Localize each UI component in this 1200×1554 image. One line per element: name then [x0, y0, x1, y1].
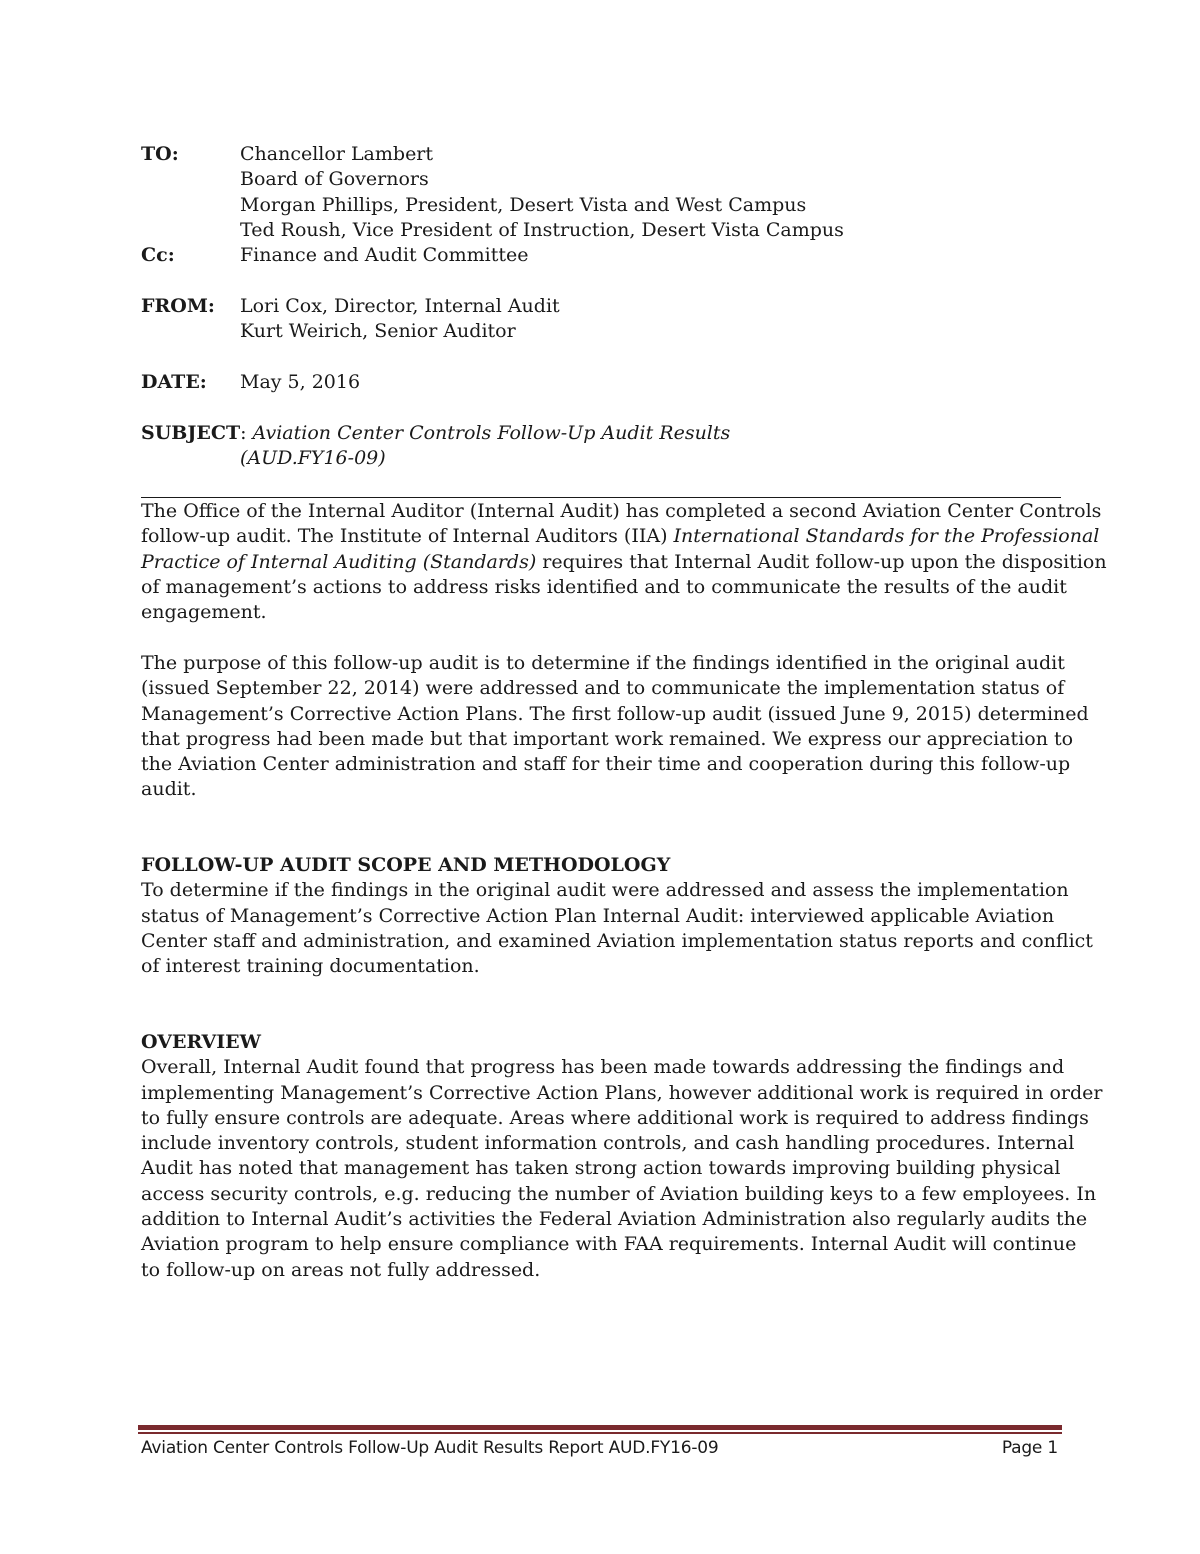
paragraph-line: The purpose of this follow-up audit is to determine if the findings identified in the original audit [141, 652, 1065, 674]
text-run: requires that Internal Audit follow-up upon the disposition [536, 550, 1107, 573]
from-label: FROM: [141, 295, 215, 317]
paragraph-line: of management’s actions to address risks identified and to communicate the results of the audit [141, 575, 1067, 598]
paragraph-line: of interest training documentation. [141, 955, 480, 978]
paragraph-line: Audit has noted that management has taken strong action towards improving building physical [141, 1157, 1061, 1180]
paragraph-line: To determine if the findings in the original audit were addressed and assess the implementation [141, 879, 1069, 902]
paragraph-line [141, 524, 1100, 549]
paragraph-line: audit. [141, 778, 197, 801]
paragraph-line: Center staff and administration, and examined Aviation implementation status reports and conflict [141, 929, 1093, 952]
date-value: May 5, 2016 [240, 371, 361, 393]
paragraph-line: status of Management’s Corrective Action Plan Internal Audit: interviewed applicable Aviation [141, 904, 1055, 927]
recipient-line: Board of Governors [240, 168, 429, 191]
paragraph-line: Management’s Corrective Action Plans. The first follow-up audit (issued June 9, 2015) determined [141, 702, 1089, 725]
footer-divider [138, 1425, 1062, 1430]
subject-code: (AUD.FY16-09) [240, 447, 386, 470]
paragraph-line: engagement. [141, 601, 267, 624]
from-senders [240, 294, 560, 345]
sender-line: Lori Cox, Director, Internal Audit [240, 295, 560, 317]
footer-divider-thin [138, 1432, 1062, 1434]
paragraph-line [141, 550, 1107, 575]
paragraph-line: to fully ensure controls are adequate. Areas where additional work is required to address findings [141, 1106, 1089, 1129]
sender-line: Kurt Weirich, Senior Auditor [240, 320, 516, 343]
paragraph-line: addition to Internal Audit’s activities the Federal Aviation Administration also regularly audits the [141, 1208, 1088, 1231]
section-heading: FOLLOW-UP AUDIT SCOPE AND METHODOLOGY [141, 854, 671, 876]
memo-subject [141, 421, 841, 472]
subject-label: SUBJECT [141, 422, 241, 444]
paragraph-line: access security controls, e.g. reducing the number of Aviation building keys to a few employees. In [141, 1182, 1097, 1205]
recipient-line: Morgan Phillips, President, Desert Vista and West Campus [240, 193, 807, 216]
date-label: DATE: [141, 371, 207, 393]
footer-title: Aviation Center Controls Follow-Up Audit Results Report AUD.FY16-09 [141, 1438, 719, 1458]
paragraph-line: The Office of the Internal Auditor (Internal Audit) has completed a second Aviation Center Controls [141, 500, 1102, 522]
to-recipients [240, 142, 844, 243]
to-label: TO: [141, 143, 179, 165]
paragraph-line: that progress had been made but that important work remained. We express our appreciation to [141, 727, 1074, 750]
cc-value: Finance and Audit Committee [240, 244, 529, 266]
recipient-line: Chancellor Lambert [240, 143, 434, 165]
recipient-line: Ted Roush, Vice President of Instruction, Desert Vista Campus [240, 218, 844, 241]
paragraph-line: (issued September 22, 2014) were addressed and to communicate the implementation status of [141, 677, 1065, 700]
subject-colon: : [240, 422, 247, 444]
paragraph-line: to follow-up on areas not fully addressed. [141, 1258, 541, 1281]
page-number: Page 1 [1001, 1438, 1058, 1458]
paragraph-line: Aviation program to help ensure compliance with FAA requirements. Internal Audit will continue [141, 1233, 1077, 1256]
section-heading: OVERVIEW [141, 1031, 262, 1053]
subject-title: Aviation Center Controls Follow-Up Audit Results [252, 422, 731, 444]
purpose-paragraph [141, 651, 1089, 803]
paragraph-line: include inventory controls, student information controls, and cash handling procedures. Internal [141, 1132, 1075, 1155]
standards-title: International Standards for the Professional [673, 525, 1100, 548]
header-divider [141, 497, 1061, 498]
paragraph-line: implementing Management’s Corrective Action Plans, however additional work is required in order [141, 1081, 1103, 1104]
paragraph-line: the Aviation Center administration and staff for their time and cooperation during this follow-up [141, 753, 1071, 776]
cc-label: Cc: [141, 244, 175, 266]
overview-section [141, 1030, 1103, 1283]
scope-section [141, 853, 1093, 979]
standards-title: Practice of Internal Auditing (Standards) [141, 550, 537, 573]
paragraph-line: Overall, Internal Audit found that progress has been made towards addressing the findings and [141, 1056, 1065, 1079]
intro-paragraph [141, 499, 1107, 625]
text-run: follow-up audit. The Institute of Internal Auditors (IIA) [141, 525, 674, 548]
